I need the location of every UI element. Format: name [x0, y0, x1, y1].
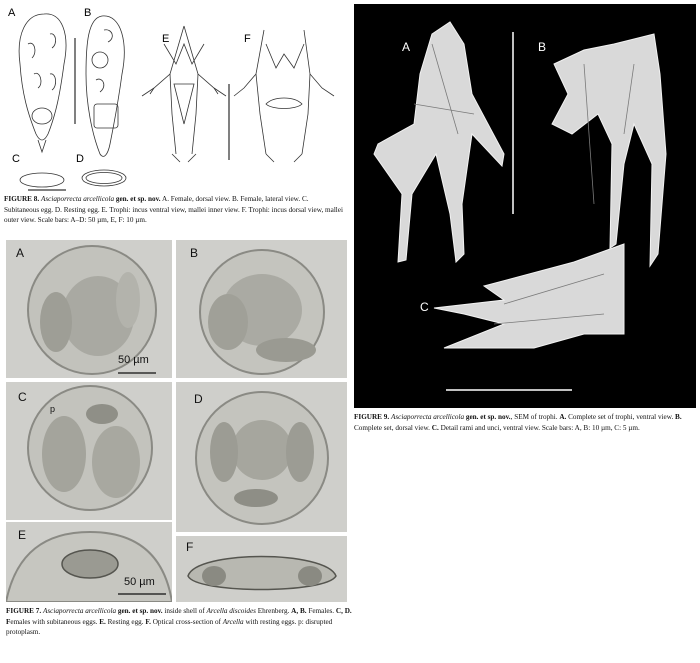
- fig7-photo-c: [6, 382, 172, 520]
- fig9-caption-text-b: Complete set, dorsal view.: [354, 423, 430, 432]
- fig8-label-f: F: [244, 33, 251, 45]
- fig9-label-b: B: [538, 40, 547, 54]
- fig9-caption-text-c: Detail rami and unci, ventral view. Scale bars: A, B: 10 µm, C: 5 µm.: [440, 423, 640, 432]
- fig7-photo-b: [176, 240, 347, 378]
- fig7-caption-part-e: E.: [99, 617, 106, 626]
- fig7-marker-p: p: [50, 404, 56, 414]
- fig7-label-c: C: [18, 390, 27, 404]
- fig8-label-d: D: [76, 153, 84, 165]
- figure-8-drawings: [4, 4, 340, 192]
- fig9-caption-species: Asciaporrecta arcellicola: [390, 413, 465, 421]
- fig9-caption-text-a: Complete set of trophi, ventral view.: [568, 413, 674, 421]
- fig7-caption-text-2: Ehrenberg.: [257, 607, 290, 615]
- fig7-caption-novelty: gen. et sp. nov.: [117, 607, 163, 615]
- fig7-caption-part-ab: A, B.: [291, 607, 307, 615]
- fig7-label-f: F: [186, 540, 194, 554]
- fig7-caption-text-ab: Females.: [308, 607, 335, 615]
- fig8-label-a: A: [8, 7, 16, 19]
- fig7-scale-label-a: 50 µm: [118, 354, 149, 366]
- fig7-photo-b-image: [176, 240, 347, 378]
- fig7-caption-text-cd: emales with subitaneous eggs.: [10, 617, 98, 626]
- fig8-caption-novelty: gen. et sp. nov.: [115, 195, 161, 203]
- fig9-caption-part-b: B.: [675, 413, 682, 421]
- fig9-label-a: A: [402, 40, 411, 54]
- fig9-sem-image: [354, 4, 696, 408]
- fig7-photo-f: [176, 536, 347, 602]
- fig9-caption-label: FIGURE 9.: [354, 413, 390, 421]
- figure-9-caption: [354, 412, 694, 433]
- fig9-sem-panel: [354, 4, 696, 408]
- fig7-photo-a: [6, 240, 172, 378]
- fig7-photo-e-image: [6, 522, 172, 602]
- fig7-caption-text-f: Optical cross-section of: [152, 617, 221, 626]
- fig7-photo-e: [6, 522, 172, 602]
- fig7-label-e: E: [18, 528, 27, 542]
- fig7-caption-text-end: with resting eggs. p: disrupted protoplasm.: [6, 617, 333, 637]
- fig9-caption-part-a: A.: [559, 413, 567, 421]
- fig7-photo-d: [176, 382, 347, 532]
- fig9-caption-part-c: C.: [431, 423, 439, 432]
- fig7-label-d: D: [194, 392, 203, 406]
- fig8-label-e: E: [162, 33, 170, 45]
- fig7-caption-text-e: Resting egg.: [107, 617, 144, 626]
- fig7-photo-f-image: [176, 536, 347, 602]
- fig7-label-b: B: [190, 246, 199, 260]
- fig8-caption-text: A. Female, dorsal view. B. Female, lateral view. C. Subitaneous egg. D. Resting egg. E. Trophi: incus ventral view, mallei inner view. F. Trophi: incus dorsal view, mallei outer view. Scale bars: A–D: 50 µm, E, F: 10 µm.: [4, 195, 343, 225]
- fig7-caption-label: FIGURE 7.: [6, 607, 42, 615]
- fig7-caption-species: Asciaporrecta arcellicola: [42, 607, 117, 615]
- figure-8-caption: [4, 194, 344, 226]
- fig7-caption-host-2: Arcella: [222, 617, 244, 626]
- fig7-scale-label-e: 50 µm: [124, 576, 155, 588]
- fig8-caption-label: FIGURE 8.: [4, 195, 40, 203]
- fig7-caption-part-f: F.: [145, 617, 151, 626]
- fig7-caption-part-cd: C, D. F: [6, 607, 352, 626]
- fig7-caption-text-1: inside shell of: [164, 607, 205, 615]
- fig7-label-a: A: [16, 246, 25, 260]
- fig8-label-b: B: [84, 7, 92, 19]
- fig8-label-c: C: [12, 153, 20, 165]
- figure-8-line-drawings: [4, 4, 340, 192]
- figure-7-caption: [6, 606, 352, 638]
- fig9-label-c: C: [420, 300, 429, 314]
- fig7-caption-host: Arcella discoides: [206, 607, 256, 615]
- fig9-caption-novelty: gen. et sp. nov.: [465, 413, 511, 421]
- fig8-caption-species: Asciaporrecta arcellicola: [40, 195, 115, 203]
- fig7-photo-c-image: [6, 382, 172, 520]
- fig9-caption-text-1: , SEM of trophi.: [510, 413, 558, 421]
